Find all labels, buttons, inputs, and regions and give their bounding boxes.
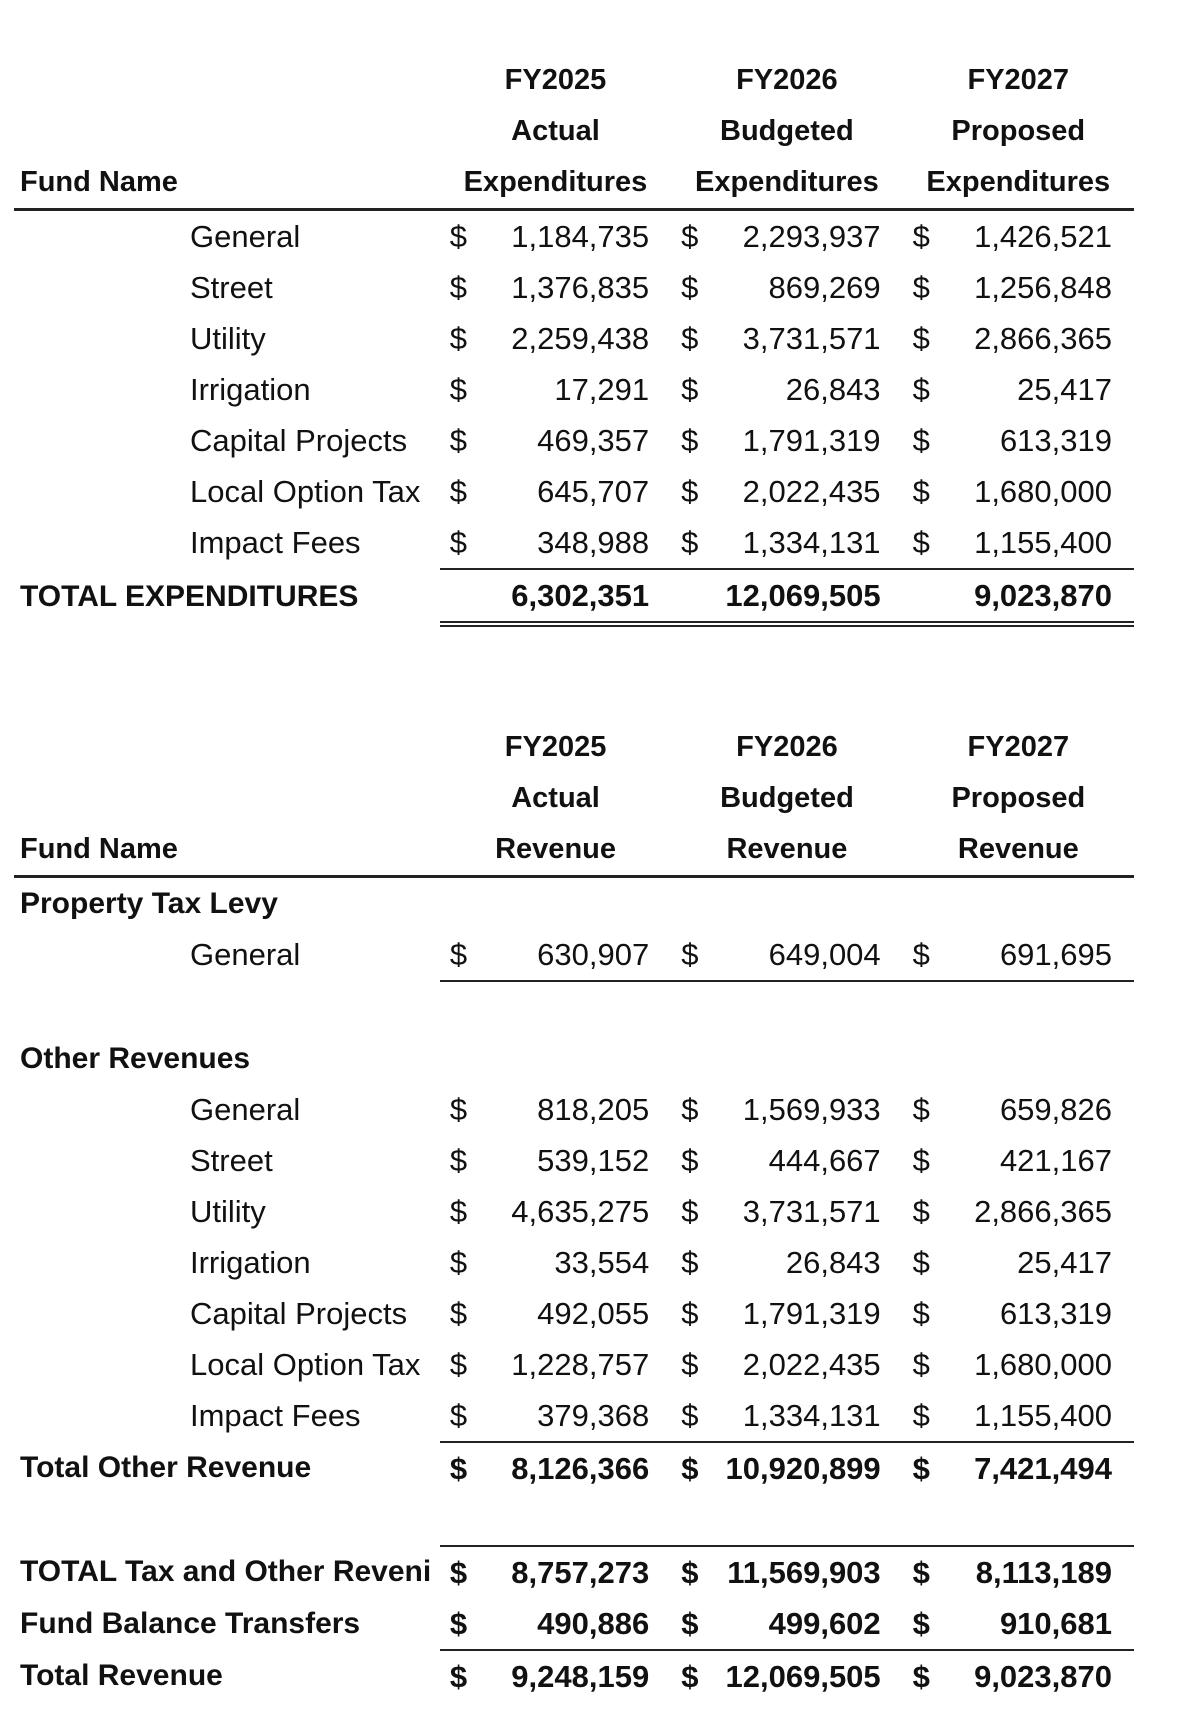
table-row — [14, 1288, 1134, 1339]
value-cell — [903, 313, 1134, 364]
value: 26,843 — [785, 1245, 881, 1280]
currency-symbol: $ — [912, 1398, 930, 1433]
value-cell — [671, 364, 902, 415]
summary-row — [14, 1598, 1134, 1650]
spacer-row — [14, 1494, 1134, 1546]
value: 1,791,319 — [742, 1296, 881, 1331]
section-row — [14, 877, 1134, 930]
value-cell — [903, 1546, 1134, 1598]
value-cell — [440, 466, 671, 517]
table-row — [14, 1390, 1134, 1442]
currency-symbol: $ — [681, 937, 699, 972]
currency-symbol: $ — [449, 1659, 468, 1694]
value-cell — [903, 929, 1134, 981]
value: 8,113,189 — [975, 1555, 1112, 1590]
currency-symbol: $ — [681, 372, 699, 407]
column-header: Expenditures — [671, 157, 902, 210]
value-cell — [903, 1186, 1134, 1237]
currency-symbol: $ — [681, 1296, 699, 1331]
row-label: Street — [190, 1142, 273, 1178]
value-cell — [903, 415, 1134, 466]
value: 2,293,937 — [742, 219, 881, 254]
value-cell — [671, 1598, 902, 1650]
currency-symbol: $ — [912, 321, 930, 356]
value-cell — [903, 364, 1134, 415]
value: 1,791,319 — [742, 423, 881, 458]
currency-symbol: $ — [681, 1555, 699, 1590]
currency-symbol: $ — [449, 1606, 468, 1641]
value-cell — [903, 210, 1134, 263]
table-row — [14, 466, 1134, 517]
table-row — [14, 517, 1134, 569]
table-row — [14, 1135, 1134, 1186]
row-label: Impact Fees — [190, 525, 361, 560]
value-cell — [440, 364, 671, 415]
value: 8,126,366 — [511, 1451, 650, 1486]
value-cell — [440, 210, 671, 263]
value: 2,022,435 — [742, 1347, 881, 1382]
fund-name-header: Fund Name — [14, 157, 440, 210]
row-label: Local Option Tax — [190, 473, 421, 509]
column-header: FY2026 — [736, 731, 838, 763]
value: 910,681 — [999, 1606, 1112, 1641]
value-cell — [440, 569, 671, 624]
row-label: Fund Balance Transfers — [20, 1607, 361, 1640]
revenue-table — [14, 722, 1134, 1702]
other-revenue-rows — [14, 1084, 1134, 1442]
currency-symbol: $ — [912, 1555, 930, 1590]
value: 1,376,835 — [511, 270, 650, 305]
value-cell — [440, 517, 671, 569]
currency-symbol: $ — [681, 525, 699, 560]
value-cell — [671, 517, 902, 569]
column-header: Budgeted — [720, 782, 854, 814]
value: 421,167 — [999, 1143, 1112, 1178]
table-row — [14, 929, 1134, 981]
value: 2,866,365 — [974, 321, 1112, 356]
column-header: Revenue — [671, 824, 902, 877]
value: 3,731,571 — [742, 1194, 881, 1229]
value: 9,023,870 — [974, 1659, 1112, 1694]
currency-symbol: $ — [912, 1347, 930, 1382]
expenditure-rows — [14, 210, 1134, 570]
value-cell — [671, 1442, 902, 1494]
value: 8,757,273 — [511, 1555, 650, 1590]
currency-symbol: $ — [912, 423, 930, 458]
expenditures-table — [14, 55, 1134, 627]
table-row — [14, 1186, 1134, 1237]
value: 26,843 — [785, 372, 881, 407]
value-cell — [440, 262, 671, 313]
value: 1,228,757 — [511, 1347, 650, 1382]
value: 25,417 — [1017, 1245, 1112, 1280]
value: 1,680,000 — [974, 474, 1112, 509]
summary-rows — [14, 1546, 1134, 1702]
value: 645,707 — [537, 474, 650, 509]
value: 1,426,521 — [974, 219, 1112, 254]
value-cell — [440, 1288, 671, 1339]
value: 1,680,000 — [974, 1347, 1112, 1382]
currency-symbol: $ — [912, 474, 930, 509]
property-tax-rows — [14, 929, 1134, 981]
table-row — [14, 1084, 1134, 1135]
value: 492,055 — [537, 1296, 650, 1331]
value: 1,155,400 — [974, 525, 1112, 560]
row-label: Local Option Tax — [190, 1346, 421, 1382]
row-label: Total Other Revenue — [20, 1451, 312, 1484]
value-cell — [671, 313, 902, 364]
value-cell — [671, 569, 902, 624]
currency-symbol: $ — [449, 1398, 468, 1433]
currency-symbol: $ — [912, 1659, 930, 1694]
column-header: FY2025 — [504, 64, 607, 96]
row-label: Total Revenue — [20, 1659, 223, 1692]
currency-symbol: $ — [449, 1245, 468, 1280]
row-label: Impact Fees — [190, 1398, 361, 1433]
value-cell — [671, 1237, 902, 1288]
row-label: Utility — [190, 320, 266, 356]
value-cell — [903, 466, 1134, 517]
value: 2,022,435 — [742, 474, 881, 509]
value: 539,152 — [537, 1143, 650, 1178]
table-row — [14, 1237, 1134, 1288]
other-total-rows — [14, 1442, 1134, 1494]
table-row — [14, 262, 1134, 313]
value: 1,256,848 — [974, 270, 1112, 305]
value-cell — [903, 1339, 1134, 1390]
value-cell — [440, 929, 671, 981]
header-row — [14, 722, 1134, 773]
value: 1,569,933 — [742, 1092, 881, 1127]
currency-symbol: $ — [681, 1143, 699, 1178]
table-row — [14, 415, 1134, 466]
summary-row — [14, 1546, 1134, 1598]
column-header: FY2026 — [736, 64, 838, 96]
currency-symbol: $ — [681, 1451, 699, 1486]
value-cell — [671, 1546, 902, 1598]
row-label: General — [190, 937, 301, 972]
currency-symbol: $ — [681, 1347, 699, 1382]
value: 2,259,438 — [511, 321, 650, 356]
value-cell — [671, 1084, 902, 1135]
value: 869,269 — [768, 270, 881, 305]
value: 379,368 — [537, 1398, 650, 1433]
currency-symbol: $ — [681, 423, 699, 458]
section-label: Property Tax Levy — [20, 886, 278, 920]
header-row — [14, 773, 1134, 824]
currency-symbol: $ — [912, 1245, 930, 1280]
column-header: Actual — [511, 782, 600, 814]
row-label: Street — [190, 269, 273, 305]
value-cell — [671, 1390, 902, 1442]
row-label: Irrigation — [190, 1244, 311, 1280]
spacer-row — [14, 981, 1134, 1033]
value: 1,184,735 — [511, 219, 650, 254]
total-expenditures-row — [14, 569, 1134, 624]
currency-symbol: $ — [681, 1659, 699, 1694]
value: 1,155,400 — [974, 1398, 1112, 1433]
currency-symbol: $ — [681, 1092, 699, 1127]
value: 9,248,159 — [511, 1659, 650, 1694]
column-header: Revenue — [903, 824, 1134, 877]
table-row — [14, 1339, 1134, 1390]
value-cell — [671, 466, 902, 517]
value-cell — [440, 1598, 671, 1650]
currency-symbol: $ — [681, 474, 699, 509]
summary-row — [14, 1650, 1134, 1702]
value-cell — [440, 1186, 671, 1237]
section-label: Other Revenues — [20, 1041, 251, 1075]
value: 469,357 — [537, 423, 650, 458]
currency-symbol: $ — [449, 1143, 468, 1178]
value-cell — [440, 1339, 671, 1390]
value: 2,866,365 — [974, 1194, 1112, 1229]
value-cell — [671, 1186, 902, 1237]
value-cell — [671, 1135, 902, 1186]
currency-symbol: $ — [681, 1245, 699, 1280]
value: 9,023,870 — [974, 578, 1112, 613]
row-label: General — [190, 1091, 301, 1127]
value-cell — [440, 1650, 671, 1702]
value: 6,302,351 — [511, 578, 650, 613]
value: 1,334,131 — [742, 1398, 881, 1433]
value-cell — [903, 1650, 1134, 1702]
column-header: Revenue — [440, 824, 671, 877]
currency-symbol: $ — [912, 937, 930, 972]
currency-symbol: $ — [681, 321, 699, 356]
value: 17,291 — [554, 372, 650, 407]
currency-symbol: $ — [681, 219, 699, 254]
currency-symbol: $ — [449, 270, 467, 305]
currency-symbol: $ — [449, 1451, 468, 1486]
currency-symbol: $ — [912, 219, 930, 254]
fund-name-header: Fund Name — [14, 824, 440, 877]
row-label: Irrigation — [190, 371, 311, 407]
value: 1,334,131 — [742, 525, 881, 560]
value: 499,602 — [768, 1606, 881, 1641]
row-label: TOTAL EXPENDITURES — [20, 579, 359, 613]
value-cell — [903, 1598, 1134, 1650]
value: 25,417 — [1017, 372, 1112, 407]
currency-symbol: $ — [449, 1194, 468, 1229]
currency-symbol: $ — [449, 1296, 468, 1331]
value: 659,826 — [999, 1092, 1112, 1127]
header-row — [14, 55, 1134, 106]
currency-symbol: $ — [449, 321, 467, 356]
value: 3,731,571 — [742, 321, 881, 356]
currency-symbol: $ — [681, 1194, 699, 1229]
currency-symbol: $ — [449, 1555, 468, 1590]
column-header: FY2027 — [967, 64, 1070, 96]
currency-symbol: $ — [912, 270, 930, 305]
row-label: TOTAL Tax and Other Reveni — [20, 1555, 432, 1588]
currency-symbol: $ — [912, 1143, 930, 1178]
currency-symbol: $ — [449, 423, 467, 458]
value: 12,069,505 — [725, 578, 881, 613]
value-cell — [671, 262, 902, 313]
value-cell — [903, 1390, 1134, 1442]
value-cell — [671, 1288, 902, 1339]
value: 11,569,903 — [727, 1555, 881, 1590]
value-cell — [440, 1237, 671, 1288]
column-header: Expenditures — [440, 157, 671, 210]
value-cell — [671, 929, 902, 981]
header-row — [14, 157, 1134, 210]
table-row — [14, 313, 1134, 364]
value: 613,319 — [999, 423, 1112, 458]
value-cell — [440, 1390, 671, 1442]
row-label: Utility — [190, 1193, 266, 1229]
value-cell — [440, 313, 671, 364]
currency-symbol: $ — [912, 1092, 930, 1127]
value-cell — [671, 1339, 902, 1390]
value: 348,988 — [537, 525, 650, 560]
header-row — [14, 106, 1134, 157]
currency-symbol: $ — [449, 1092, 468, 1127]
row-label: General — [190, 218, 301, 254]
currency-symbol: $ — [449, 1347, 468, 1382]
value: 490,886 — [537, 1606, 650, 1641]
column-header: Actual — [511, 115, 600, 147]
value: 10,920,899 — [725, 1451, 881, 1486]
value: 12,069,505 — [725, 1659, 881, 1694]
currency-symbol: $ — [681, 1398, 699, 1433]
value-cell — [440, 1546, 671, 1598]
value-cell — [440, 415, 671, 466]
table-row — [14, 364, 1134, 415]
currency-symbol: $ — [912, 1194, 930, 1229]
value-cell — [440, 1442, 671, 1494]
currency-symbol: $ — [449, 219, 467, 254]
value-cell — [671, 415, 902, 466]
total-row — [14, 1442, 1134, 1494]
value-cell — [671, 210, 902, 263]
currency-symbol: $ — [681, 1606, 699, 1641]
row-label: Capital Projects — [190, 1295, 408, 1331]
value-cell — [903, 569, 1134, 624]
value-cell — [903, 262, 1134, 313]
column-header: Proposed — [951, 782, 1086, 814]
value-cell — [671, 1650, 902, 1702]
currency-symbol: $ — [449, 937, 468, 972]
value: 691,695 — [999, 937, 1112, 972]
column-header: Expenditures — [903, 157, 1134, 210]
value: 818,205 — [537, 1092, 650, 1127]
value: 444,667 — [768, 1143, 881, 1178]
currency-symbol: $ — [681, 270, 699, 305]
column-header: Proposed — [951, 115, 1086, 147]
column-header: FY2025 — [504, 731, 607, 763]
value-cell — [903, 1288, 1134, 1339]
value-cell — [903, 1084, 1134, 1135]
value-cell — [440, 1135, 671, 1186]
section-row — [14, 1033, 1134, 1084]
row-label: Capital Projects — [190, 422, 408, 458]
value: 613,319 — [999, 1296, 1112, 1331]
currency-symbol: $ — [449, 525, 467, 560]
currency-symbol: $ — [912, 372, 930, 407]
currency-symbol: $ — [912, 1296, 930, 1331]
value-cell — [903, 1237, 1134, 1288]
column-header: FY2027 — [967, 731, 1070, 763]
table-row — [14, 210, 1134, 263]
value: 649,004 — [768, 937, 881, 972]
currency-symbol: $ — [449, 372, 467, 407]
currency-symbol: $ — [912, 1451, 930, 1486]
value: 630,907 — [537, 937, 650, 972]
currency-symbol: $ — [449, 474, 467, 509]
currency-symbol: $ — [912, 525, 930, 560]
column-header: Budgeted — [720, 115, 854, 147]
value: 7,421,494 — [974, 1451, 1112, 1486]
value-cell — [440, 1084, 671, 1135]
value: 33,554 — [554, 1245, 650, 1280]
currency-symbol: $ — [912, 1606, 930, 1641]
header-row — [14, 824, 1134, 877]
value-cell — [903, 1442, 1134, 1494]
value-cell — [903, 517, 1134, 569]
value: 4,635,275 — [511, 1194, 650, 1229]
value-cell — [903, 1135, 1134, 1186]
